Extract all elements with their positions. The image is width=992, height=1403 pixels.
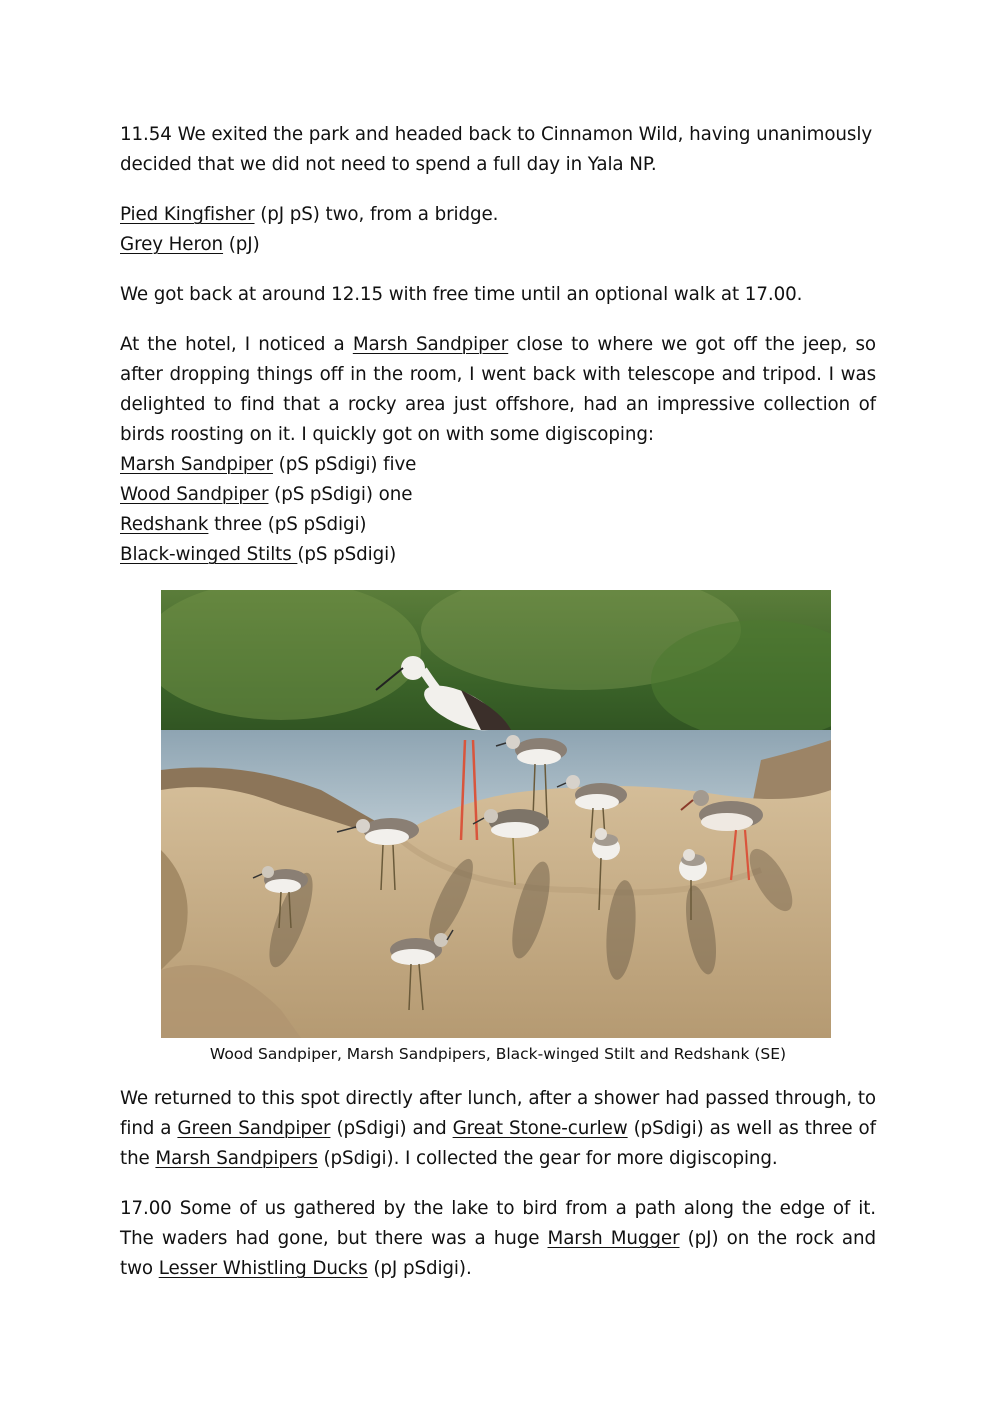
species-name: Great Stone-curlew bbox=[452, 1118, 628, 1139]
list-item: Grey Heron (pJ) bbox=[120, 234, 260, 255]
species-name: Grey Heron bbox=[120, 234, 224, 255]
list-item: Pied Kingfisher (pJ pS) two, from a bridge. bbox=[120, 204, 499, 225]
species-name: Black-winged Stilts bbox=[120, 544, 298, 565]
species-name: Green Sandpiper bbox=[177, 1118, 331, 1139]
list-item: Black-winged Stilts (pS pSdigi) bbox=[120, 544, 397, 565]
paragraph-departure bbox=[120, 120, 876, 180]
sighting-list-2 bbox=[120, 450, 876, 570]
species-name: Marsh Sandpiper bbox=[120, 454, 273, 475]
list-item: Redshank three (pS pSdigi) bbox=[120, 514, 367, 535]
species-name: Lesser Whistling Ducks bbox=[158, 1258, 368, 1279]
species-name: Wood Sandpiper bbox=[120, 484, 269, 505]
photo-caption: Wood Sandpiper, Marsh Sandpipers, Black-winged Stilt and Redshank (SE) bbox=[209, 1045, 787, 1063]
bird-photo bbox=[161, 590, 831, 1038]
species-name: Pied Kingfisher bbox=[120, 204, 255, 225]
paragraph-return: We got back at around 12.15 with free time until an optional walk at 17.00. bbox=[120, 284, 803, 305]
time-stamp: 11.54 bbox=[120, 124, 172, 145]
paragraph-after-lunch: We returned to this spot directly after lunch, after a shower had passed through, to find a Green Sandpiper (pSdigi) and Great Stone-curlew (pSdigi) as well as three of the Marsh Sandpipers (pSdigi). I collected the gear for more digiscoping. bbox=[120, 1088, 876, 1169]
species-name: Marsh Mugger bbox=[547, 1228, 680, 1249]
species-name: Marsh Sandpiper bbox=[352, 334, 509, 355]
paragraph-hotel: At the hotel, I noticed a Marsh Sandpiper close to where we got off the jeep, so after dropping things off in the room, I went back with telescope and tripod. I was delighted to find that a rocky area just offshore, had an impressive collection of birds roosting on it. I quickly got on with some digiscoping: bbox=[120, 334, 877, 445]
sighting-list-1 bbox=[120, 200, 876, 260]
paragraph-text: We exited the park and headed back to Cinnamon Wild, having unanimously decided that we did not need to spend a full day in Yala NP. bbox=[120, 124, 873, 175]
paragraph-evening-walk: 17.00 Some of us gathered by the lake to bird from a path along the edge of it. The waders had gone, but there was a huge Marsh Mugger (pJ) on the rock and two Lesser Whistling Ducks (pJ pSdigi). bbox=[120, 1198, 876, 1279]
species-name: Marsh Sandpipers bbox=[155, 1148, 318, 1169]
list-item: Wood Sandpiper (pS pSdigi) one bbox=[120, 484, 413, 505]
species-name: Redshank bbox=[120, 514, 209, 535]
wader-roost-image bbox=[161, 590, 831, 1038]
list-item: Marsh Sandpiper (pS pSdigi) five bbox=[120, 454, 417, 475]
